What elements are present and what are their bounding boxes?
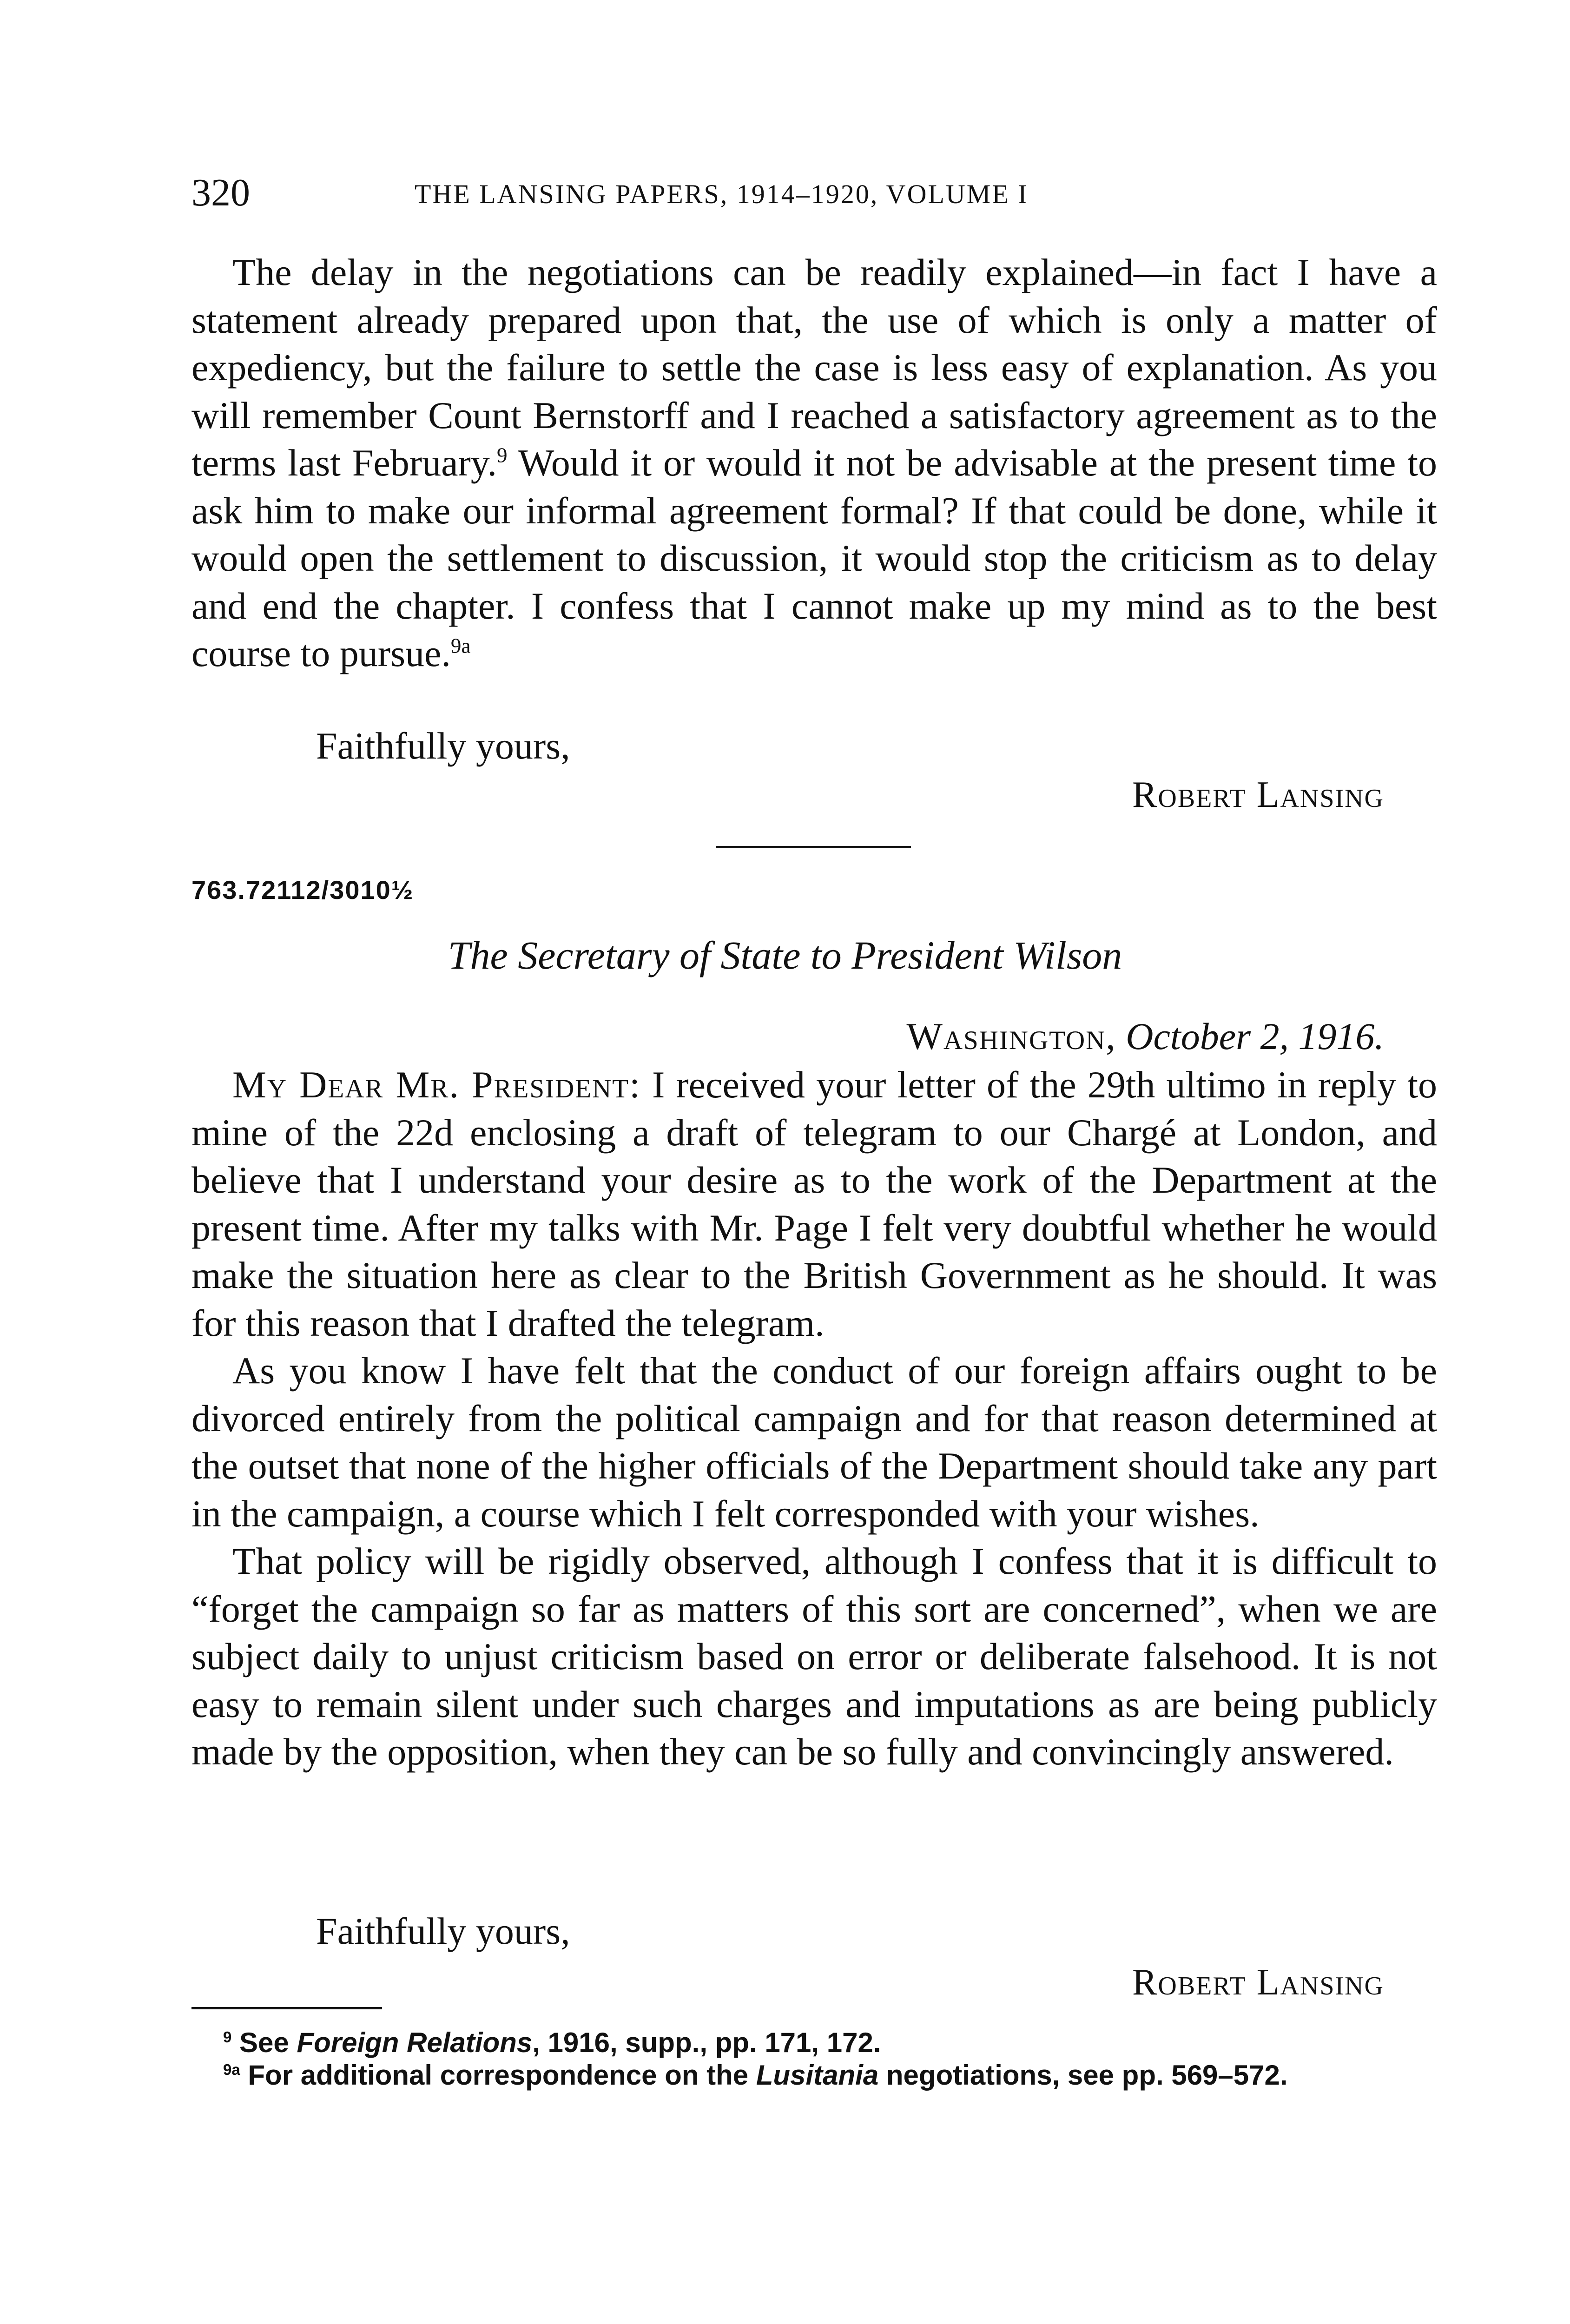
letter-2-closing: Faithfully yours, [316, 1910, 570, 1952]
page-number: 320 [191, 171, 250, 214]
letter-2-paragraph: My Dear Mr. President: I received your letter of the 29th ultimo in reply to mine of the 22d enclosing a draft of telegram to our Chargé at London, and believe that I understand your desire as to the work of the Department at the present time. After my talks with Mr. Page I felt very doubtful whether he would make the situation here as clear to the British Government as he should. It was for this reason that I drafted the telegram. [191, 1063, 1437, 1344]
letter-2-paragraph: That policy will be rigidly observed, although I confess that it is difficult to “forget the campaign so far as matters of this sort are concerned”, when we are subject daily to unjust criticism based on error or deliberate falsehood. It is not easy to remain silent under such charges and imputations as are being publicly made by the opposition, when they can be so fully and convincingly answered. [191, 1540, 1437, 1773]
footnote-ref: 9a [450, 634, 471, 658]
document-title: The Secretary of State to President Wilson [448, 933, 1122, 977]
footnote-mark: 9a [223, 2061, 240, 2078]
dateline [906, 1013, 1384, 1060]
footnote-ref: 9 [497, 443, 508, 467]
dateline-place: Washington, [906, 1015, 1116, 1057]
page-header [191, 172, 1437, 214]
footnotes [223, 2027, 1441, 2092]
letter-1-paragraph: The delay in the negotiations can be readily explained—in fact I have a statement already prepared upon that, the use of which is only a matter of expediency, but the failure to settle the case is less easy of explanation. As you will remember Count Bernstorff and I reached a satisfactory agreement as to the terms last February.$^9$ Would it or would it not be advisable at the present time to ask him to make our informal agreement formal? If that could be done, while it would open the settlement to discussion, it would stop the criticism as to delay and end the chapter. I confess that I cannot make up my mind as to the best course to pursue.$^{9a}$ [191, 251, 1438, 674]
footnote-divider [191, 2007, 382, 2009]
letter-1-signature: Robert Lansing [1132, 774, 1384, 815]
letter-1-closing: Faithfully yours, [316, 725, 570, 767]
letter-2-paragraph: As you know I have felt that the conduct of our foreign affairs ought to be divorced entirely from the political campaign and for that reason determined at the outset that none of the higher officials of the Department should take any part in the campaign, a course which I felt corresponded with your wishes. [191, 1349, 1437, 1535]
letter-2-body [191, 1061, 1437, 1776]
file-number: 763.72112/3010½ [191, 875, 414, 905]
section-divider [716, 846, 911, 848]
running-title: THE LANSING PAPERS, 1914–1920, VOLUME I [415, 179, 1029, 209]
footnote-mark: 9 [223, 2028, 232, 2046]
salutation: My Dear Mr. President: [232, 1063, 641, 1106]
footnote: $^{9a}$ For additional correspondence on the Lusitania negotiations, see pp. 569–572. [223, 2060, 1288, 2091]
ship-name: Lusitania [756, 2060, 879, 2091]
dateline-date: October 2, 1916. [1126, 1015, 1384, 1057]
publication-title: Foreign Relations [297, 2027, 533, 2058]
footnote: $^9$ See Foreign Relations, 1916, supp., pp. 171, 172. [223, 2027, 881, 2058]
letter-1-body [191, 249, 1437, 678]
letter-2-signature: Robert Lansing [1132, 1962, 1384, 2003]
